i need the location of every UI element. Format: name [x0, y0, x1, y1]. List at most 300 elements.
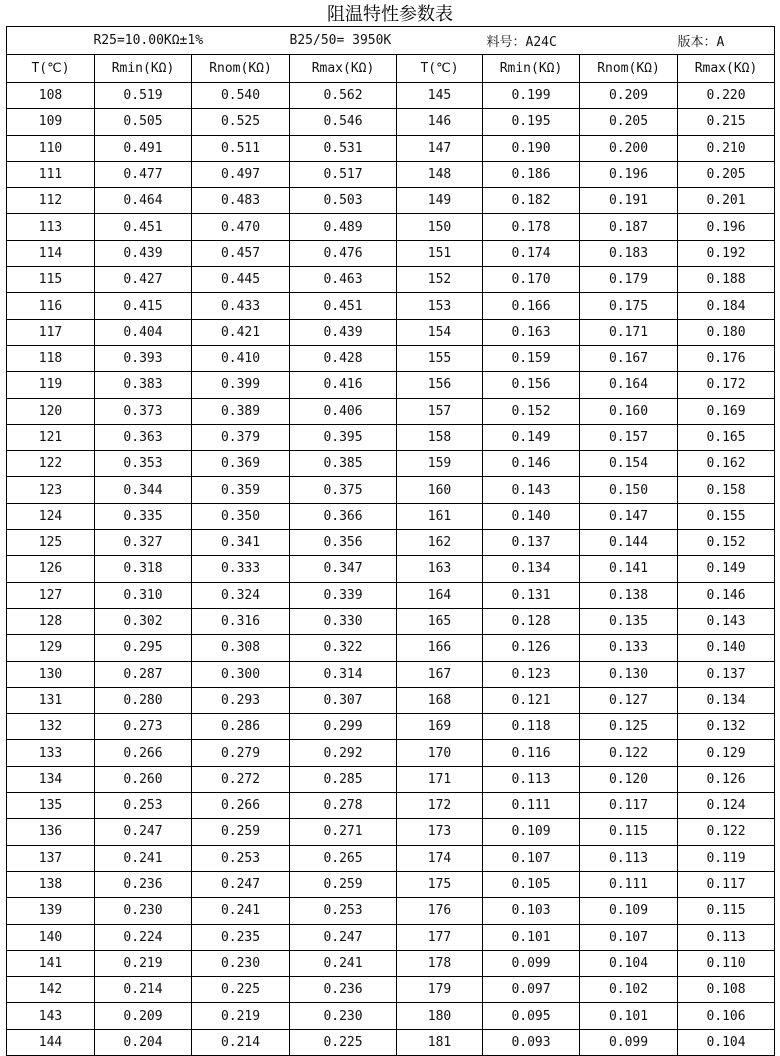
table-row [7, 608, 775, 634]
table-cell: 0.279 [192, 740, 290, 766]
table-cell: 0.379 [192, 424, 290, 450]
table-cell: 0.183 [580, 240, 678, 266]
table-cell: 0.287 [95, 661, 192, 687]
table-cell: 0.191 [580, 188, 678, 214]
table-cell: 0.230 [290, 1003, 397, 1029]
table-cell: 112 [7, 188, 95, 214]
table-cell: 0.344 [95, 477, 192, 503]
table-row [7, 293, 775, 319]
version: 版本：A [678, 27, 775, 55]
table-cell: 0.156 [483, 372, 580, 398]
table-cell: 0.120 [580, 766, 678, 792]
table-cell: 0.219 [95, 950, 192, 976]
b-value-spec: B25/50= 3950K [290, 27, 483, 55]
table-cell: 118 [7, 345, 95, 371]
table-cell: 0.138 [580, 582, 678, 608]
r25-spec: R25=10.00KΩ±1% [7, 27, 290, 55]
table-row [7, 819, 775, 845]
table-cell: 0.503 [290, 188, 397, 214]
table-cell: 0.327 [95, 530, 192, 556]
table-row [7, 530, 775, 556]
table-cell: 0.285 [290, 766, 397, 792]
table-cell: 0.540 [192, 83, 290, 109]
table-cell: 0.121 [483, 687, 580, 713]
table-row [7, 398, 775, 424]
table-cell: 0.140 [483, 503, 580, 529]
table-cell: 0.531 [290, 135, 397, 161]
table-cell: 0.143 [678, 608, 775, 634]
table-cell: 0.272 [192, 766, 290, 792]
table-cell: 0.359 [192, 477, 290, 503]
table-row [7, 451, 775, 477]
table-cell: 0.101 [580, 1003, 678, 1029]
table-cell: 169 [397, 714, 483, 740]
table-cell: 0.170 [483, 267, 580, 293]
table-cell: 136 [7, 819, 95, 845]
table-cell: 0.302 [95, 608, 192, 634]
table-cell: 0.416 [290, 372, 397, 398]
table-cell: 178 [397, 950, 483, 976]
table-row [7, 424, 775, 450]
table-row [7, 477, 775, 503]
table-cell: 148 [397, 161, 483, 187]
table-row [7, 714, 775, 740]
table-cell: 0.293 [192, 687, 290, 713]
table-cell: 0.247 [192, 871, 290, 897]
table-cell: 0.470 [192, 214, 290, 240]
table-cell: 0.133 [580, 635, 678, 661]
table-cell: 155 [397, 345, 483, 371]
table-row [7, 214, 775, 240]
spec-info-row [7, 27, 775, 55]
table-cell: 164 [397, 582, 483, 608]
table-cell: 0.477 [95, 161, 192, 187]
table-cell: 0.158 [678, 477, 775, 503]
table-cell: 0.316 [192, 608, 290, 634]
table-cell: 0.385 [290, 451, 397, 477]
rmin-header-2: Rmin(KΩ) [483, 55, 580, 83]
table-cell: 146 [397, 109, 483, 135]
table-cell: 0.347 [290, 556, 397, 582]
table-cell: 0.395 [290, 424, 397, 450]
table-cell: 0.102 [580, 977, 678, 1003]
table-cell: 0.225 [290, 1029, 397, 1055]
table-cell: 0.259 [290, 871, 397, 897]
table-cell: 134 [7, 766, 95, 792]
table-cell: 0.134 [483, 556, 580, 582]
table-cell: 0.260 [95, 766, 192, 792]
table-cell: 0.174 [483, 240, 580, 266]
table-cell: 174 [397, 845, 483, 871]
table-cell: 0.215 [678, 109, 775, 135]
table-cell: 0.124 [678, 793, 775, 819]
table-cell: 161 [397, 503, 483, 529]
table-cell: 123 [7, 477, 95, 503]
table-row [7, 1029, 775, 1055]
table-cell: 0.209 [95, 1003, 192, 1029]
page-title: 阻温特性参数表 [327, 4, 453, 25]
table-cell: 0.292 [290, 740, 397, 766]
table-cell: 0.350 [192, 503, 290, 529]
table-cell: 140 [7, 924, 95, 950]
table-cell: 172 [397, 793, 483, 819]
table-cell: 153 [397, 293, 483, 319]
table-cell: 0.259 [192, 819, 290, 845]
table-cell: 0.322 [290, 635, 397, 661]
table-cell: 0.143 [483, 477, 580, 503]
table-cell: 0.265 [290, 845, 397, 871]
table-cell: 129 [7, 635, 95, 661]
table-cell: 0.106 [678, 1003, 775, 1029]
table-cell: 0.199 [483, 83, 580, 109]
table-cell: 0.188 [678, 267, 775, 293]
table-cell: 0.236 [290, 977, 397, 1003]
table-cell: 109 [7, 109, 95, 135]
table-cell: 147 [397, 135, 483, 161]
table-cell: 0.356 [290, 530, 397, 556]
table-cell: 0.167 [580, 345, 678, 371]
table-cell: 0.144 [580, 530, 678, 556]
table-cell: 0.164 [580, 372, 678, 398]
table-cell: 0.464 [95, 188, 192, 214]
table-row [7, 319, 775, 345]
table-cell: 0.122 [580, 740, 678, 766]
table-cell: 0.314 [290, 661, 397, 687]
column-header-row [7, 55, 775, 83]
table-cell: 0.324 [192, 582, 290, 608]
table-cell: 168 [397, 687, 483, 713]
table-cell: 0.093 [483, 1029, 580, 1055]
table-row [7, 898, 775, 924]
rmax-header: Rmax(KΩ) [290, 55, 397, 83]
table-cell: 0.147 [580, 503, 678, 529]
table-cell: 0.192 [678, 240, 775, 266]
table-cell: 0.108 [678, 977, 775, 1003]
table-cell: 0.439 [95, 240, 192, 266]
table-cell: 114 [7, 240, 95, 266]
table-cell: 0.196 [580, 161, 678, 187]
table-cell: 0.122 [678, 819, 775, 845]
table-cell: 0.253 [192, 845, 290, 871]
table-cell: 0.130 [580, 661, 678, 687]
table-cell: 0.099 [580, 1029, 678, 1055]
table-cell: 0.137 [678, 661, 775, 687]
table-cell: 122 [7, 451, 95, 477]
table-cell: 0.131 [483, 582, 580, 608]
table-cell: 0.230 [192, 950, 290, 976]
table-cell: 0.126 [678, 766, 775, 792]
table-cell: 143 [7, 1003, 95, 1029]
table-cell: 0.163 [483, 319, 580, 345]
table-cell: 0.097 [483, 977, 580, 1003]
table-cell: 0.341 [192, 530, 290, 556]
table-row [7, 635, 775, 661]
table-cell: 0.393 [95, 345, 192, 371]
table-cell: 0.280 [95, 687, 192, 713]
table-cell: 0.129 [678, 740, 775, 766]
table-cell: 165 [397, 608, 483, 634]
table-cell: 167 [397, 661, 483, 687]
table-cell: 0.247 [95, 819, 192, 845]
table-row [7, 845, 775, 871]
rnom-header-2: Rnom(KΩ) [580, 55, 678, 83]
table-cell: 0.389 [192, 398, 290, 424]
table-cell: 0.113 [580, 845, 678, 871]
table-cell: 0.366 [290, 503, 397, 529]
table-cell: 0.375 [290, 477, 397, 503]
table-cell: 142 [7, 977, 95, 1003]
table-cell: 0.562 [290, 83, 397, 109]
table-row [7, 240, 775, 266]
table-cell: 0.172 [678, 372, 775, 398]
table-cell: 0.399 [192, 372, 290, 398]
table-cell: 0.410 [192, 345, 290, 371]
table-cell: 0.369 [192, 451, 290, 477]
table-cell: 0.489 [290, 214, 397, 240]
rmax-header-2: Rmax(KΩ) [678, 55, 775, 83]
table-cell: 0.286 [192, 714, 290, 740]
table-cell: 141 [7, 950, 95, 976]
table-cell: 0.135 [580, 608, 678, 634]
table-cell: 154 [397, 319, 483, 345]
table-cell: 0.146 [678, 582, 775, 608]
rnom-header: Rnom(KΩ) [192, 55, 290, 83]
table-cell: 0.451 [95, 214, 192, 240]
table-row [7, 766, 775, 792]
table-cell: 0.109 [580, 898, 678, 924]
table-cell: 0.111 [483, 793, 580, 819]
table-cell: 0.196 [678, 214, 775, 240]
table-row [7, 135, 775, 161]
table-cell: 166 [397, 635, 483, 661]
table-cell: 159 [397, 451, 483, 477]
table-cell: 0.373 [95, 398, 192, 424]
table-cell: 0.149 [483, 424, 580, 450]
table-cell: 0.118 [483, 714, 580, 740]
table-cell: 0.175 [580, 293, 678, 319]
table-cell: 0.310 [95, 582, 192, 608]
table-cell: 0.137 [483, 530, 580, 556]
table-cell: 0.307 [290, 687, 397, 713]
table-row [7, 977, 775, 1003]
table-cell: 0.115 [678, 898, 775, 924]
table-cell: 0.266 [95, 740, 192, 766]
table-cell: 0.546 [290, 109, 397, 135]
table-cell: 0.295 [95, 635, 192, 661]
table-cell: 149 [397, 188, 483, 214]
table-cell: 133 [7, 740, 95, 766]
table-cell: 180 [397, 1003, 483, 1029]
table-cell: 0.155 [678, 503, 775, 529]
table-cell: 151 [397, 240, 483, 266]
table-cell: 0.187 [580, 214, 678, 240]
table-cell: 0.141 [580, 556, 678, 582]
table-cell: 0.205 [678, 161, 775, 187]
table-cell: 0.266 [192, 793, 290, 819]
part-number: 料号：A24C [483, 27, 678, 55]
table-cell: 132 [7, 714, 95, 740]
table-cell: 108 [7, 83, 95, 109]
table-cell: 120 [7, 398, 95, 424]
table-cell: 139 [7, 898, 95, 924]
table-cell: 0.117 [580, 793, 678, 819]
table-cell: 0.152 [483, 398, 580, 424]
table-cell: 0.119 [678, 845, 775, 871]
table-cell: 0.519 [95, 83, 192, 109]
table-row [7, 1003, 775, 1029]
table-cell: 130 [7, 661, 95, 687]
table-cell: 0.428 [290, 345, 397, 371]
table-cell: 171 [397, 766, 483, 792]
table-cell: 0.169 [678, 398, 775, 424]
table-cell: 0.150 [580, 477, 678, 503]
table-cell: 160 [397, 477, 483, 503]
table-cell: 138 [7, 871, 95, 897]
table-cell: 0.271 [290, 819, 397, 845]
table-cell: 0.149 [678, 556, 775, 582]
table-cell: 156 [397, 372, 483, 398]
table-cell: 127 [7, 582, 95, 608]
table-cell: 0.525 [192, 109, 290, 135]
table-cell: 0.178 [483, 214, 580, 240]
table-cell: 152 [397, 267, 483, 293]
table-cell: 150 [397, 214, 483, 240]
table-cell: 0.154 [580, 451, 678, 477]
table-cell: 119 [7, 372, 95, 398]
table-cell: 0.180 [678, 319, 775, 345]
table-cell: 0.205 [580, 109, 678, 135]
table-cell: 0.335 [95, 503, 192, 529]
table-cell: 0.236 [95, 871, 192, 897]
table-cell: 126 [7, 556, 95, 582]
table-cell: 0.353 [95, 451, 192, 477]
table-cell: 0.115 [580, 819, 678, 845]
table-cell: 0.186 [483, 161, 580, 187]
table-cell: 0.439 [290, 319, 397, 345]
table-cell: 0.201 [678, 188, 775, 214]
table-cell: 157 [397, 398, 483, 424]
table-cell: 0.406 [290, 398, 397, 424]
table-cell: 0.241 [95, 845, 192, 871]
table-cell: 0.179 [580, 267, 678, 293]
table-cell: 0.511 [192, 135, 290, 161]
table-cell: 121 [7, 424, 95, 450]
table-cell: 0.483 [192, 188, 290, 214]
table-cell: 0.383 [95, 372, 192, 398]
table-cell: 0.330 [290, 608, 397, 634]
table-cell: 175 [397, 871, 483, 897]
table-cell: 0.299 [290, 714, 397, 740]
table-cell: 0.457 [192, 240, 290, 266]
table-cell: 128 [7, 608, 95, 634]
table-cell: 135 [7, 793, 95, 819]
table-cell: 0.146 [483, 451, 580, 477]
table-cell: 0.184 [678, 293, 775, 319]
table-cell: 0.278 [290, 793, 397, 819]
table-body [7, 83, 775, 1056]
table-cell: 0.157 [580, 424, 678, 450]
table-cell: 0.125 [580, 714, 678, 740]
table-cell: 0.253 [95, 793, 192, 819]
table-cell: 124 [7, 503, 95, 529]
table-cell: 0.116 [483, 740, 580, 766]
table-cell: 0.517 [290, 161, 397, 187]
table-cell: 0.127 [580, 687, 678, 713]
table-row [7, 687, 775, 713]
table-cell: 0.140 [678, 635, 775, 661]
table-cell: 0.214 [95, 977, 192, 1003]
table-cell: 0.210 [678, 135, 775, 161]
table-cell: 0.117 [678, 871, 775, 897]
table-cell: 0.113 [678, 924, 775, 950]
table-cell: 179 [397, 977, 483, 1003]
table-cell: 0.200 [580, 135, 678, 161]
table-cell: 0.105 [483, 871, 580, 897]
table-cell: 144 [7, 1029, 95, 1055]
table-cell: 0.109 [483, 819, 580, 845]
table-row [7, 83, 775, 109]
table-cell: 162 [397, 530, 483, 556]
table-cell: 0.160 [580, 398, 678, 424]
table-cell: 0.134 [678, 687, 775, 713]
table-cell: 0.128 [483, 608, 580, 634]
table-row [7, 503, 775, 529]
table-row [7, 661, 775, 687]
table-row [7, 950, 775, 976]
table-cell: 0.230 [95, 898, 192, 924]
table-cell: 173 [397, 819, 483, 845]
table-cell: 181 [397, 1029, 483, 1055]
table-cell: 170 [397, 740, 483, 766]
table-cell: 0.165 [678, 424, 775, 450]
table-cell: 145 [397, 83, 483, 109]
table-cell: 0.111 [580, 871, 678, 897]
table-cell: 0.333 [192, 556, 290, 582]
table-cell: 0.107 [483, 845, 580, 871]
table-cell: 0.209 [580, 83, 678, 109]
table-cell: 117 [7, 319, 95, 345]
table-cell: 0.463 [290, 267, 397, 293]
table-cell: 131 [7, 687, 95, 713]
table-cell: 0.195 [483, 109, 580, 135]
table-row [7, 345, 775, 371]
temp-header: T(℃) [7, 55, 95, 83]
table-cell: 0.159 [483, 345, 580, 371]
table-row [7, 372, 775, 398]
table-cell: 0.107 [580, 924, 678, 950]
table-cell: 0.214 [192, 1029, 290, 1055]
table-cell: 176 [397, 898, 483, 924]
table-cell: 0.300 [192, 661, 290, 687]
table-cell: 0.126 [483, 635, 580, 661]
table-cell: 0.182 [483, 188, 580, 214]
table-cell: 0.166 [483, 293, 580, 319]
table-cell: 137 [7, 845, 95, 871]
table-cell: 158 [397, 424, 483, 450]
table-cell: 0.363 [95, 424, 192, 450]
table-cell: 0.101 [483, 924, 580, 950]
table-cell: 0.421 [192, 319, 290, 345]
table-cell: 0.225 [192, 977, 290, 1003]
table-cell: 0.247 [290, 924, 397, 950]
table-cell: 0.171 [580, 319, 678, 345]
table-cell: 0.308 [192, 635, 290, 661]
table-cell: 116 [7, 293, 95, 319]
table-cell: 0.404 [95, 319, 192, 345]
table-row [7, 740, 775, 766]
table-cell: 0.318 [95, 556, 192, 582]
table-cell: 0.220 [678, 83, 775, 109]
